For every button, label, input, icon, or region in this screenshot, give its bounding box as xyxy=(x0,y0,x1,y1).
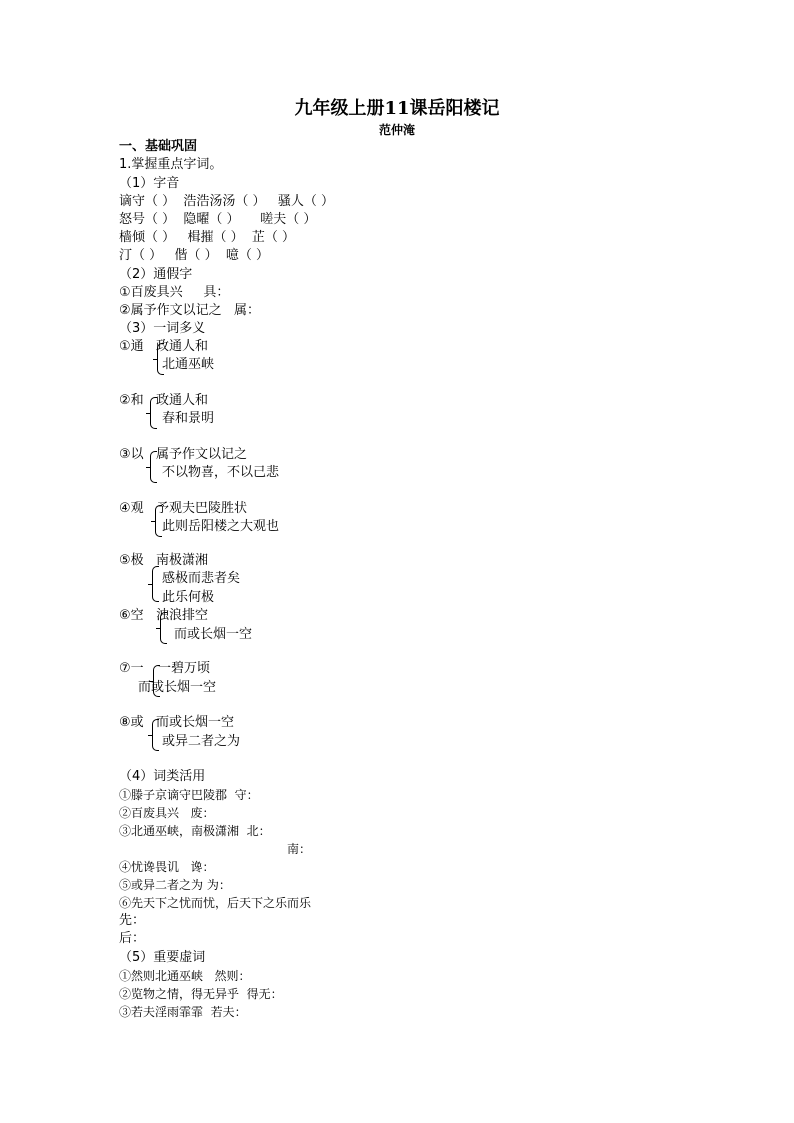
polysemy-item: 此乐何极 xyxy=(162,590,215,605)
task-item: 1.掌握重点字词。 xyxy=(119,157,223,172)
function-word-row: ①然则北通巫峡 然则： xyxy=(119,969,251,983)
subsection-label: （1）字音 xyxy=(119,176,180,191)
polysemy-head: ⑤极 xyxy=(119,553,144,568)
polysemy-item: 予观夫巴陵胜状 xyxy=(156,501,248,516)
subsection-label: （4）词类活用 xyxy=(119,769,206,784)
word-class-row: 先： xyxy=(119,913,146,928)
function-word-row: ③若夫淫雨霏霏 若夫： xyxy=(119,1005,247,1019)
polysemy-head: ⑦一 xyxy=(119,661,144,676)
polysemy-item: 政通人和 xyxy=(156,393,209,408)
polysemy-item: 此则岳阳楼之大观也 xyxy=(162,519,280,534)
subsection-label: （3）一词多义 xyxy=(119,321,206,336)
word-class-row: ⑤或异二者之为 为： xyxy=(119,878,231,892)
function-word-row: ②览物之情，得无异乎 得无： xyxy=(119,987,283,1001)
polysemy-item: 感极而悲者矣 xyxy=(162,571,241,586)
section-heading: 一、基础巩固 xyxy=(119,139,198,154)
polysemy-head: ③以 xyxy=(119,447,144,462)
pronunciation-row: 怒号（ ） 隐曜（ ） 嗟夫（ ） xyxy=(119,212,317,227)
polysemy-item: 不以物喜，不以己悲 xyxy=(162,465,280,480)
loan-character-row: ②属予作文以记之 属： xyxy=(119,303,261,318)
polysemy-item: 政通人和 xyxy=(156,339,209,354)
word-class-row: ③北通巫峡，南极潇湘 北： xyxy=(119,824,271,838)
polysemy-item: 而或长烟一空 xyxy=(156,715,235,730)
loan-character-row: ①百废具兴 具： xyxy=(119,285,230,300)
polysemy-head: ②和 xyxy=(119,393,144,408)
polysemy-item: 而或长烟一空 xyxy=(174,627,253,642)
polysemy-head: ⑥空 xyxy=(119,608,144,623)
polysemy-item: 或异二者之为 xyxy=(162,734,241,749)
subsection-label: （5）重要虚词 xyxy=(119,950,206,965)
polysemy-head: ⑧或 xyxy=(119,715,144,730)
polysemy-item: 北通巫峡 xyxy=(162,357,215,372)
word-class-row: ②百废具兴 废： xyxy=(119,806,215,820)
word-class-row: ④忧谗畏讥 谗： xyxy=(119,860,215,874)
polysemy-item: 一碧万顷 xyxy=(158,661,211,676)
polysemy-item: 浊浪排空 xyxy=(156,608,209,623)
polysemy-item: 而或长烟一空 xyxy=(138,680,217,695)
word-class-row: ⑥先天下之忧而忧，后天下之乐而乐 xyxy=(119,896,312,910)
word-class-row: ①滕子京谪守巴陵郡 守： xyxy=(119,788,259,802)
polysemy-item: 南极潇湘 xyxy=(156,553,209,568)
pronunciation-row: 汀（ ） 偕（ ） 噫（ ） xyxy=(119,248,270,263)
polysemy-head: ①通 xyxy=(119,339,144,354)
pronunciation-row: 谪守（ ） 浩浩汤汤（ ） 骚人（ ） xyxy=(119,194,335,209)
subsection-label: （2）通假字 xyxy=(119,267,193,282)
word-class-row: 南： xyxy=(287,842,312,856)
pronunciation-row: 樯倾（ ） 楫摧（ ） 芷（ ） xyxy=(119,230,296,245)
brace xyxy=(152,566,159,602)
word-class-row: 后： xyxy=(119,931,146,946)
polysemy-item: 春和景明 xyxy=(162,411,215,426)
polysemy-head: ④观 xyxy=(119,501,144,516)
author: 范仲淹 xyxy=(378,123,415,137)
polysemy-item: 属予作文以记之 xyxy=(156,447,248,462)
page-title: 九年级上册11课岳阳楼记 xyxy=(294,98,500,119)
